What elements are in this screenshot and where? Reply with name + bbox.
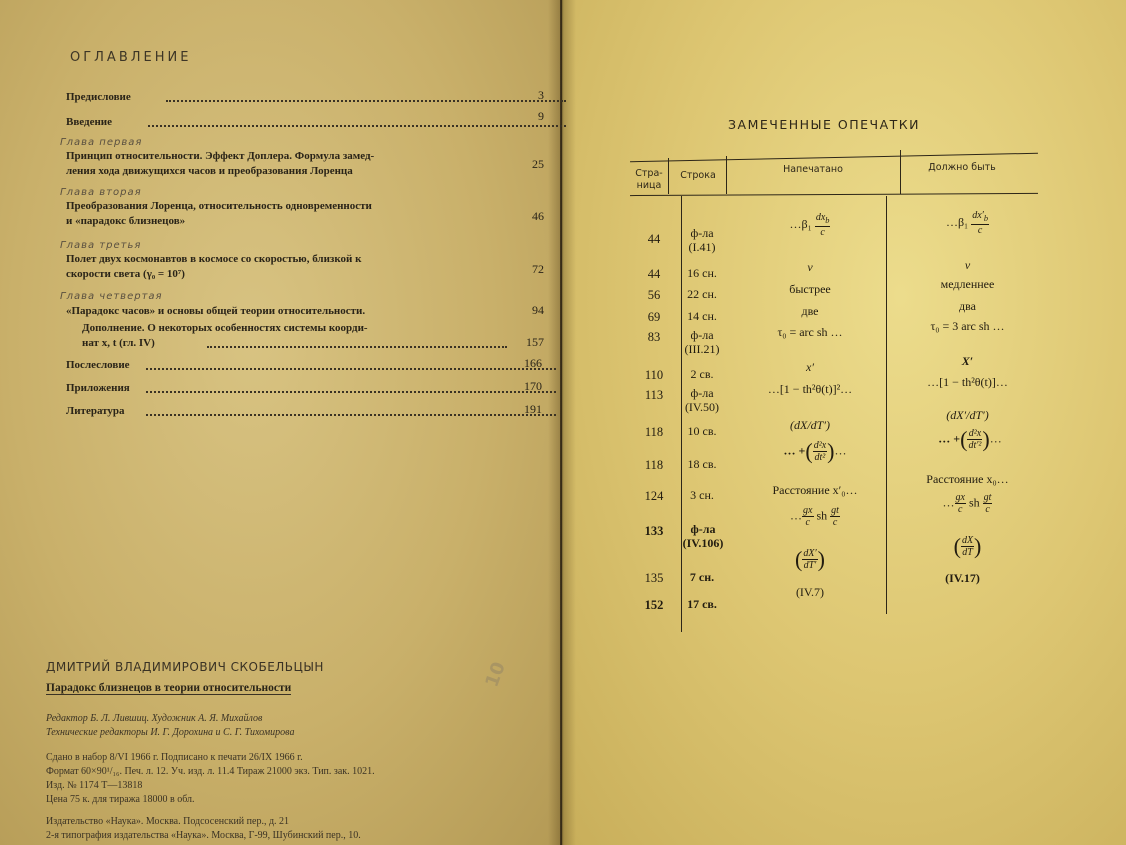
errata-printed: ν [807,260,813,274]
errata-page: 118 [644,458,664,472]
errata-printed: x′ [806,360,814,374]
toc-entry-text: Приложения [66,382,130,394]
errata-should: X′ [961,354,974,368]
toc-page-number: 157 [526,335,544,349]
header-printed: Напечатано [783,164,843,175]
errata-should: v [964,258,971,272]
errata-printed: (dX/dT′) [790,418,830,432]
chapter-label: Глава первая [60,137,143,148]
errata-page: 152 [644,598,664,612]
errata-line: 16 сн. [687,266,717,280]
errata-should: (dX′/dT′) [946,408,989,422]
printed-formula-i41: …β₁ $\frac{dx_b}{c}$ [789,212,830,238]
should-formula-i41: …β₁ $\frac{dx'_b}{c}$ [945,210,989,236]
errata-line: 2 св. [690,367,714,381]
toc-entry-line: скорости света (γ₀ = 10⁷) [66,268,185,280]
errata-line: ф-ла (III.21) [684,328,720,356]
toc-entry-line: ления хода движущихся часов и преобразования Лоренца [66,165,353,177]
errata-line: ф-ла (IV.50) [684,386,720,414]
errata-should: (IV.17) [945,571,980,585]
errata-line: 7 сн. [689,570,715,584]
errata-printed: …[1 − th²θ(t)]²… [767,382,853,396]
toc-page-number: 46 [532,209,544,223]
toc-entry [66,149,546,179]
book-title: Парадокс близнецов в теории относительности [46,682,292,694]
toc-entry-text: Введение [66,116,113,128]
errata-page: 133 [644,524,664,538]
should-formula-dxdt: ( $\frac{dX}{dT}$ ) [953,533,982,559]
errata-should: …[1 − th²θ(t)]… [927,375,1008,389]
library-stamp: 10 [481,659,510,690]
errata-page: 44 [647,232,661,246]
leader-dots [148,125,566,127]
errata-page: 124 [644,489,664,503]
errata-line: 22 сн. [687,287,717,301]
should-formula-iv106: … $\frac{gx}{c}$ sh $\frac{gt}{c}$ [942,492,992,515]
toc-entry-line: и «парадокс близнецов» [66,215,186,227]
errata-page: 135 [644,571,664,585]
colophon-line: Редактор Б. Л. Лившиц. Художник А. Я. Михайлов [46,713,263,724]
colophon-line: Цена 75 к. для тиража 18000 в обл. [46,794,195,805]
toc-entry [66,199,546,229]
errata-line: 18 св. [687,457,717,471]
toc-entry-line: Дополнение. О некоторых особенностях системы коорди- [82,322,368,334]
errata-should: два [959,299,976,313]
errata-page: 113 [644,388,664,402]
errata-line: 14 сн. [687,309,717,323]
errata-printed: две [801,304,819,318]
toc-entry [66,358,546,373]
errata-line: ф-ла (IV.106) [682,522,724,550]
errata-should: медленнее [940,277,995,291]
printed-formula-118: … +( $\frac{\text{d²x}}{\text{dt²}}$ )… [783,438,847,464]
errata-line: 3 сн. [690,488,714,502]
toc-entry-text: Послесловие [66,359,130,371]
toc-entry-line: Преобразования Лоренца, относительность одновременности [66,200,372,212]
toc-entry [66,404,546,419]
colophon-line: Формат 60×90¹/₁₆. Печ. л. 12. Уч. изд. л. 11.4 Тираж 21000 экз. Тип. зак. 1021. [46,766,375,777]
header-line: Строка [680,170,716,181]
leader-dots [146,414,556,416]
chapter-label: Глава вторая [60,187,142,198]
printed-formula-iv106: … $\frac{gx}{c}$ sh $\frac{gt}{c}$ [790,505,839,528]
toc-entry-line: нат x, t (гл. IV) [82,337,155,349]
errata-should: Расстояние x₀… [926,472,1009,486]
header-page: Стра- ница [635,168,663,191]
errata-line: 10 св. [687,424,717,438]
errata-printed: (IV.7) [795,585,825,599]
toc-entry-line: «Парадокс часов» и основы общей теории относительности. [66,305,366,317]
chapter-label: Глава четвертая [60,291,163,302]
errata-page: 110 [644,368,664,382]
toc-entry [66,304,546,319]
leader-dots [146,368,556,370]
should-formula-118: … +( $\frac{\text{d²x}}{\text{dt′²}}$ )… [938,426,1002,452]
header-should: Должно быть [928,162,996,173]
toc-title: ОГЛАВЛЕНИЕ [70,50,192,65]
printed-formula-135: ( $\frac{dX'}{dT'}$ ) [795,546,825,572]
errata-page: 83 [647,330,661,344]
colophon-line: Сдано в набор 8/VI 1966 г. Подписано к печати 26/IX 1966 г. [46,752,303,763]
author-name: ДМИТРИЙ ВЛАДИМИРОВИЧ СКОБЕЛЬЦЫН [46,660,324,674]
column-divider [886,196,887,614]
toc-page-number: 191 [524,402,542,416]
toc-entry-line: Принцип относительности. Эффект Доплера. Формула замед- [66,150,375,162]
errata-printed: Расстояние x′₀… [772,483,858,497]
header-divider [726,156,727,194]
errata-page: 56 [647,288,661,302]
colophon-line: Издательство «Наука». Москва. Подсосенский пер., д. 21 [46,816,290,827]
column-divider [681,196,682,632]
toc-page-number: 170 [524,379,542,393]
errata-page: 118 [644,425,664,439]
toc-page-number: 9 [538,109,544,123]
errata-page: 44 [647,267,661,281]
errata-printed: τ₀ = arc sh … [777,325,843,339]
toc-page-number: 94 [532,303,544,317]
header-divider [900,150,901,194]
toc-entry-text: Литература [66,405,125,417]
colophon-line: 2-я типография издательства «Наука». Москва, Г-99, Шубинский пер., 10. [46,830,361,841]
colophon-line: Технические редакторы И. Г. Дорохина и С. Г. Тихомирова [46,727,295,738]
errata-printed: быстрее [789,282,831,296]
errata-page: 69 [647,310,661,324]
errata-title: ЗАМЕЧЕННЫЕ ОПЕЧАТКИ [728,117,921,132]
toc-page-number: 166 [524,356,542,370]
colophon-line: Изд. № 1174 Т—13818 [46,780,143,791]
errata-should: τ₀ = 3 arc sh … [930,319,1005,333]
toc-entry [66,109,546,130]
toc-entry-line: Полет двух космонавтов в космосе со скоростью, близкой к [66,253,362,265]
toc-page-number: 25 [532,157,544,171]
toc-entry [66,252,546,282]
leader-dots [146,391,556,393]
chapter-label: Глава третья [60,240,142,251]
toc-page-number: 3 [538,88,544,102]
leader-dots [207,346,507,348]
errata-line: 17 св. [687,597,717,611]
toc-entry [66,90,546,105]
toc-page-number: 72 [532,262,544,276]
toc-entry-text: Предисловие [66,91,131,103]
toc-entry [66,381,546,396]
toc-entry [82,321,546,351]
errata-line: ф-ла (I.41) [688,226,716,254]
